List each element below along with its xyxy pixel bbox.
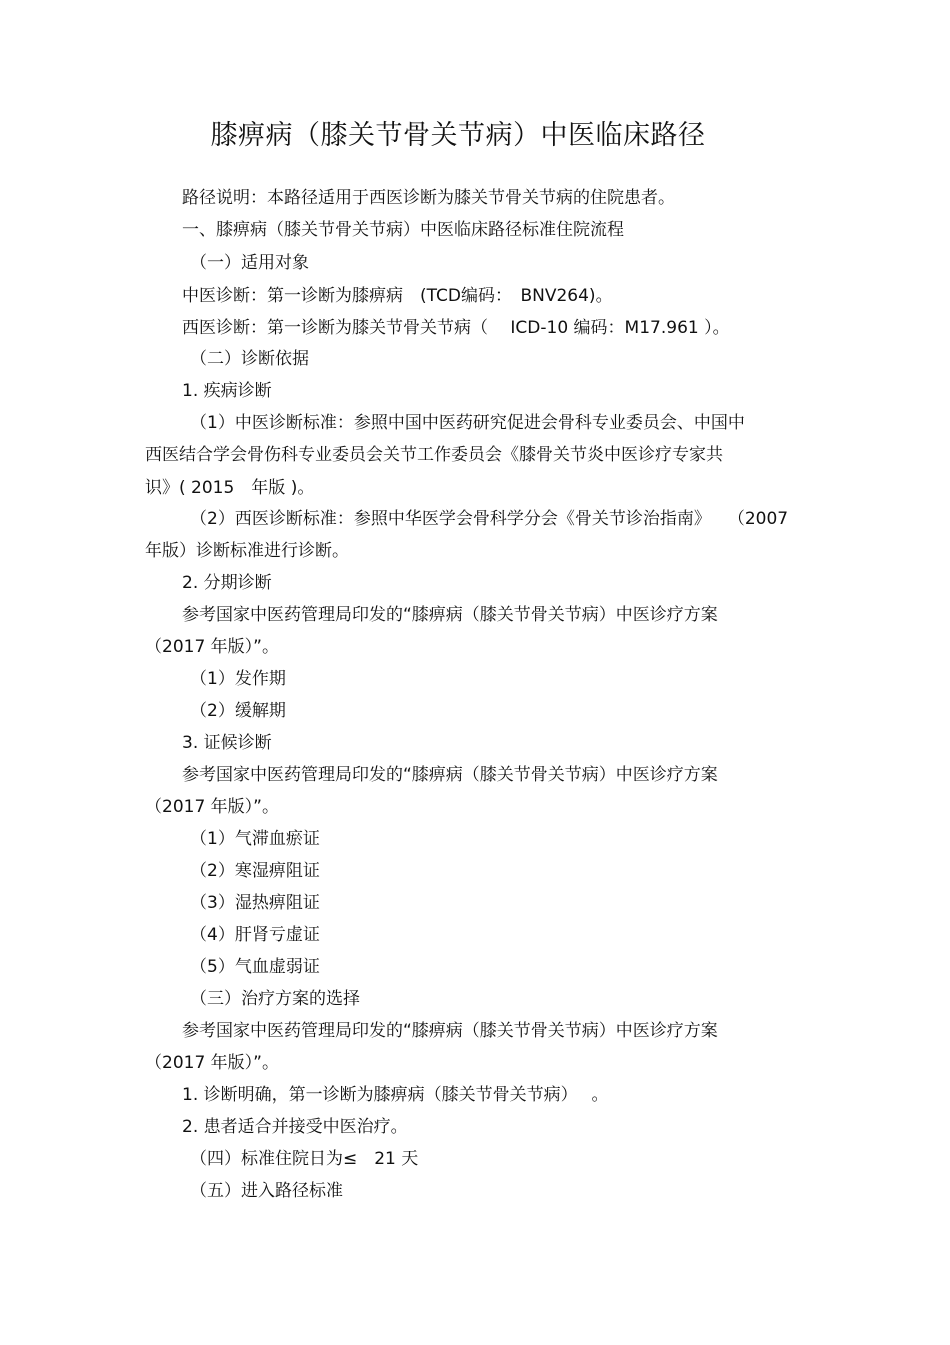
paragraph-line: （2017 年版）”。 xyxy=(145,637,279,657)
paragraph-line: 参考国家中医药管理局印发的“膝痹病（膝关节骨关节病）中医诊疗方案 xyxy=(182,1021,718,1041)
tcm-diagnosis-line: 中医诊断：第一诊断为膝痹病 (TCD编码： BNV264)。 xyxy=(182,286,613,306)
list-item: （3）湿热痹阻证 xyxy=(190,893,320,913)
list-item: （4）肝肾亏虚证 xyxy=(190,925,320,945)
list-item: （1）发作期 xyxy=(190,669,286,689)
heading-disease-diagnosis: 1. 疾病诊断 xyxy=(182,381,272,401)
paragraph-line: 1. 诊断明确，第一诊断为膝痹病（膝关节骨关节病） 。 xyxy=(182,1085,609,1105)
list-item: （1）气滞血瘀证 xyxy=(190,829,320,849)
subsection-entry-criteria: （五）进入路径标准 xyxy=(190,1181,343,1201)
paragraph-line: （2017 年版）”。 xyxy=(145,1053,279,1073)
paragraph-line: 参考国家中医药管理局印发的“膝痹病（膝关节骨关节病）中医诊疗方案 xyxy=(182,765,718,785)
subsection-standard-stay: （四）标准住院日为≤ 21 天 xyxy=(190,1149,419,1169)
subsection-treatment-plan: （三）治疗方案的选择 xyxy=(190,989,360,1009)
paragraph-line: （2）西医诊断标准：参照中华医学会骨科学分会《骨关节诊治指南》 （2007 xyxy=(190,509,789,529)
list-item: （5）气血虚弱证 xyxy=(190,957,320,977)
heading-syndrome-diagnosis: 3. 证候诊断 xyxy=(182,733,272,753)
paragraph-line: 2. 患者适合并接受中医治疗。 xyxy=(182,1117,408,1137)
list-item: （2）缓解期 xyxy=(190,701,286,721)
list-item: （2）寒湿痹阻证 xyxy=(190,861,320,881)
paragraph-line: 识》( 2015 年版 )。 xyxy=(145,478,315,498)
paragraph-line: 西医结合学会骨伤科专业委员会关节工作委员会《膝骨关节炎中医诊疗专家共 xyxy=(145,445,723,465)
paragraph-line: 年版）诊断标准进行诊断。 xyxy=(145,541,349,561)
subsection-diagnostic-basis: （二）诊断依据 xyxy=(190,349,309,369)
paragraph-line: 参考国家中医药管理局印发的“膝痹病（膝关节骨关节病）中医诊疗方案 xyxy=(182,605,718,625)
paragraph-line: （2017 年版）”。 xyxy=(145,797,279,817)
subsection-applicable-objects: （一）适用对象 xyxy=(190,253,309,273)
paragraph-line: （1）中医诊断标准：参照中国中医药研究促进会骨科专业委员会、中国中 xyxy=(190,413,745,433)
document-title: 膝痹病（膝关节骨关节病）中医临床路径 xyxy=(210,120,706,151)
section-heading-1: 一、膝痹病（膝关节骨关节病）中医临床路径标准住院流程 xyxy=(182,220,624,240)
path-description: 路径说明：本路径适用于西医诊断为膝关节骨关节病的住院患者。 xyxy=(182,188,675,208)
western-diagnosis-line: 西医诊断：第一诊断为膝关节骨关节病（ ICD-10 编码：M17.961 ）。 xyxy=(182,318,730,338)
heading-stage-diagnosis: 2. 分期诊断 xyxy=(182,573,272,593)
